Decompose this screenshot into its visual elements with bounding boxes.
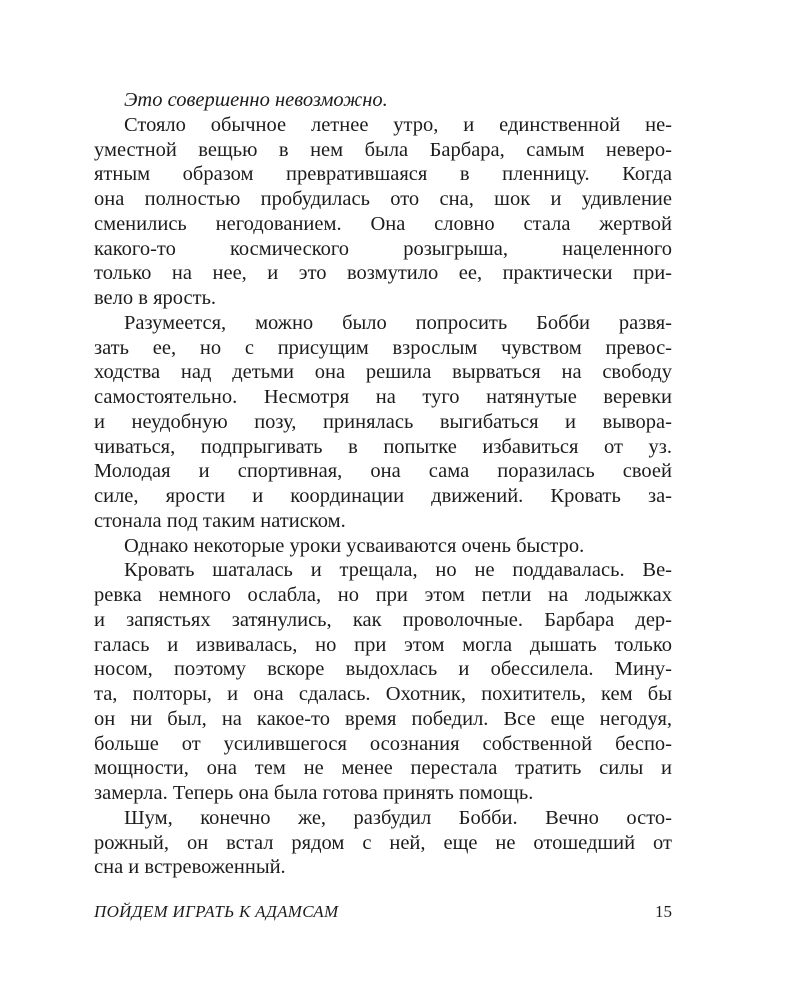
text-line: носом, поэтому вскоре выдохлась и обессилела. Мину- xyxy=(94,658,672,681)
page-number: 15 xyxy=(655,902,672,921)
text-line: чиваться, подпрыгивать в попытке избавиться от уз. xyxy=(94,435,672,458)
text-line: галась и извивалась, но при этом могла дышать только xyxy=(94,633,672,656)
text-line: Кровать шаталась и трещала, но не поддавалась. Ве- xyxy=(124,559,672,582)
text-line: какого-то космического розыгрыша, нацеленного xyxy=(94,237,672,260)
body-text xyxy=(94,88,672,880)
text-line: ходства над детьми она решила вырваться на свободу xyxy=(94,361,672,384)
text-line: та, полторы, и она сдалась. Охотник, похититель, кем бы xyxy=(94,683,672,705)
text-line: Стояло обычное летнее утро, и единственной не- xyxy=(124,113,672,136)
text-line: Разумеется, можно было попросить Бобби развя- xyxy=(124,311,672,334)
text-line: он ни был, на какое-то время победил. Все еще негодуя, xyxy=(94,707,672,730)
text-line: силе, ярости и координации движений. Кровать за- xyxy=(94,485,672,507)
text-line: зать ее, но с присущим взрослым чувством превос- xyxy=(94,336,672,359)
text-line: сна и встревоженный. xyxy=(94,856,286,879)
text-line: вело в ярость. xyxy=(94,287,217,309)
text-line: ревка немного ослабла, но при этом петли на лодыжках xyxy=(94,584,672,606)
text-line: Молодая и спортивная, она сама поразилась своей xyxy=(94,460,672,483)
text-line: Однако некоторые уроки усваиваются очень быстро. xyxy=(124,534,585,557)
text-line: стонала под таким натиском. xyxy=(94,509,346,532)
text-line: и запястьях затянулись, как проволочные. Барбара дер- xyxy=(94,608,672,631)
page-footer xyxy=(94,899,672,925)
text-line: ятным образом превратившаяся в пленницу. Когда xyxy=(94,163,672,186)
text-line: и неудобную позу, принялась выгибаться и вывора- xyxy=(94,410,672,433)
text-line: сменились негодованием. Она словно стала жертвой xyxy=(94,212,672,235)
running-title: ПОЙДЕМ ИГРАТЬ К АДАМСАМ xyxy=(94,902,339,921)
text-line: больше от усилившегося осознания собственной беспо- xyxy=(94,732,672,755)
text-line: она полностью пробудилась ото сна, шок и удивление xyxy=(94,188,672,210)
text-line: уместной вещью в нем была Барбара, самым неверо- xyxy=(94,138,672,161)
text-line: замерла. Теперь она была готова принять помощь. xyxy=(94,782,534,804)
text-line: рожный, он встал рядом с ней, еще не отошедший от xyxy=(94,831,672,854)
text-line: Шум, конечно же, разбудил Бобби. Вечно осто- xyxy=(124,806,672,829)
text-line: Это совершенно невозможно. xyxy=(124,89,388,111)
text-line: мощности, она тем не менее перестала тратить силы и xyxy=(94,757,672,780)
text-line: только на нее, и это возмутило ее, практически при- xyxy=(94,262,672,285)
text-line: самостоятельно. Несмотря на туго натянутые веревки xyxy=(94,386,672,408)
